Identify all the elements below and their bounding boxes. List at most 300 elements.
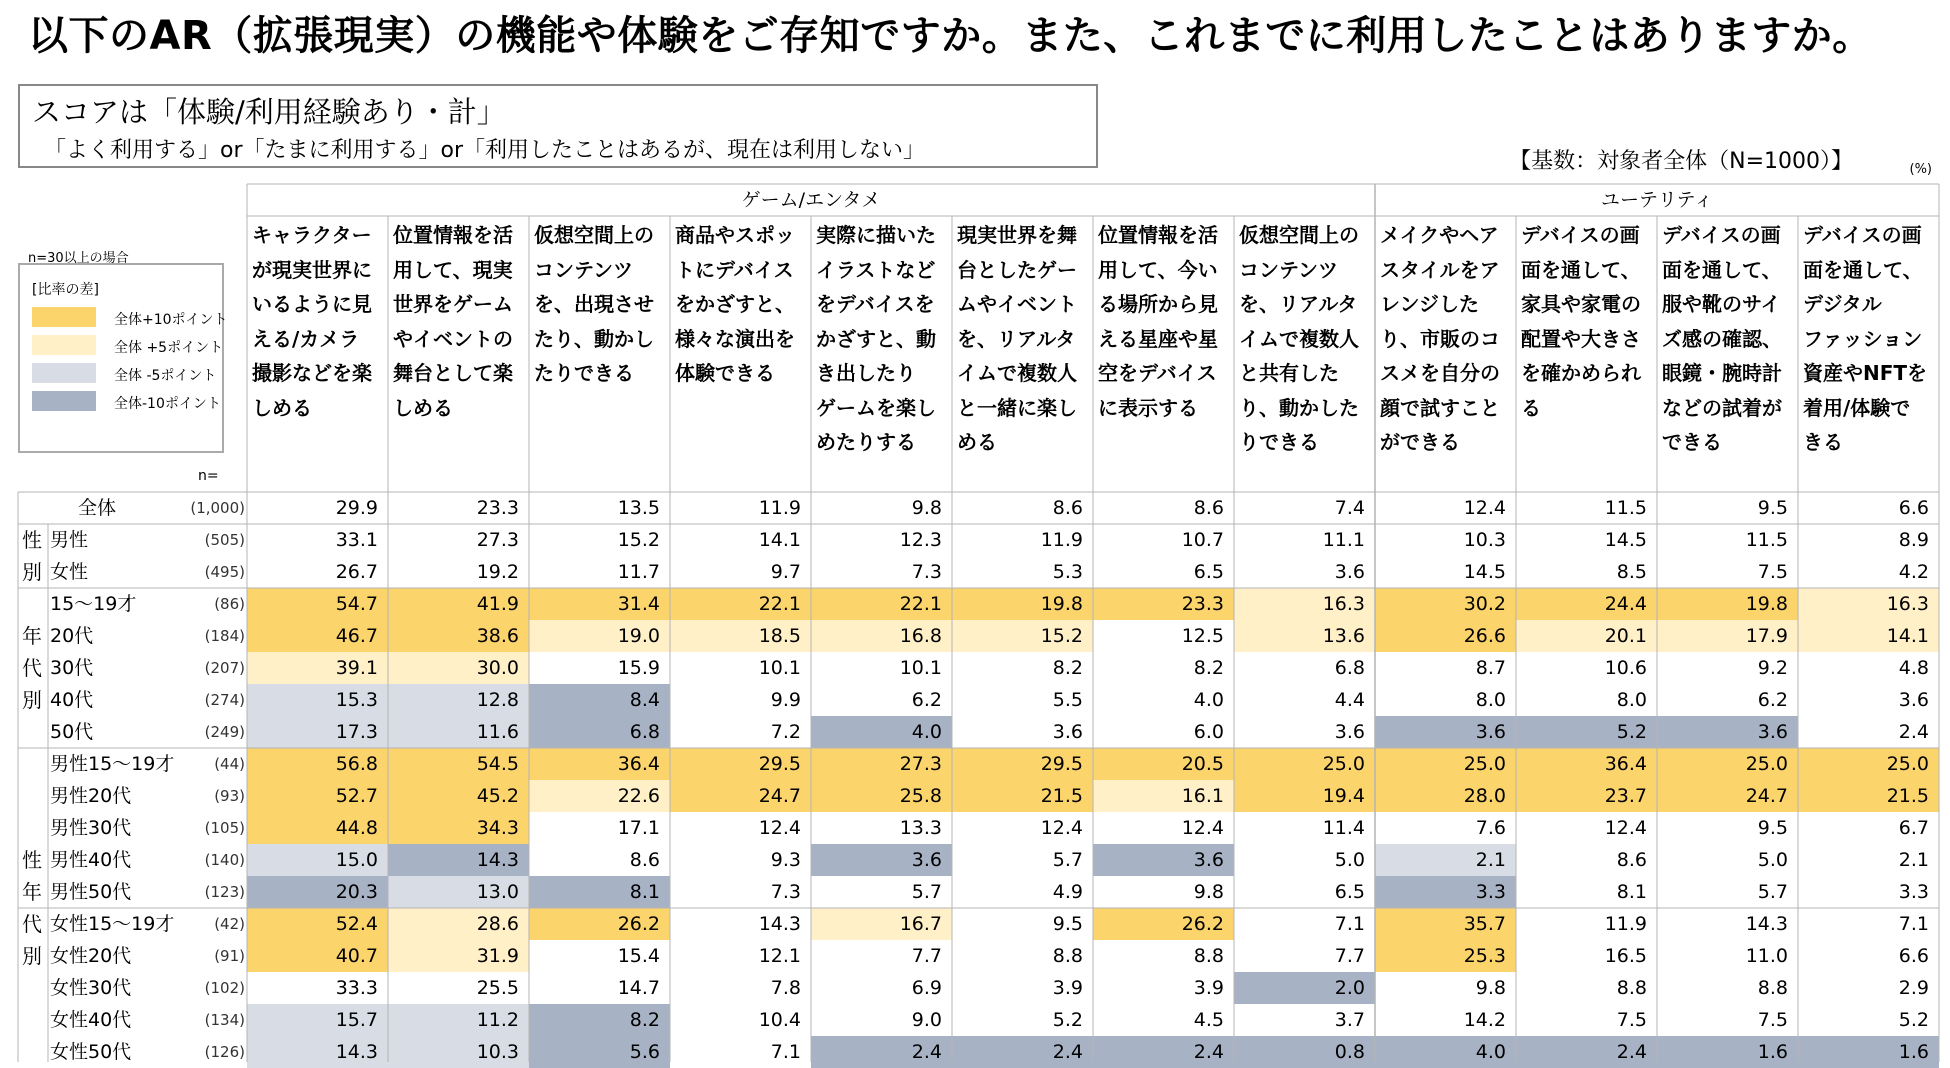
column-header-line: 面を通して、 [1662,257,1782,282]
table-cell: 3.6 [1375,716,1516,748]
table-cell: 8.2 [529,1004,670,1036]
column-header-line: り、市販のコ [1380,326,1500,351]
table-cell: 15.7 [247,1004,388,1036]
column-header-line: たり、動かし [534,326,654,351]
column-header-line: 舞台として楽 [393,361,513,385]
table-cell: 13.3 [899,817,942,839]
table-cell: 19.8 [1657,588,1798,620]
table-cell: 6.6 [1898,497,1929,519]
table-cell: 5.0 [1334,849,1365,871]
table-cell: 13.5 [617,497,660,519]
table-cell: 9.8 [911,497,942,519]
row-label: 全体 [78,497,117,519]
table-cell: 5.3 [1052,561,1083,583]
table-cell: 2.4 [1516,1036,1657,1068]
table-cell: 8.6 [1193,497,1224,519]
column-group-header: ユーテリティ [1600,189,1714,211]
table-cell: 11.9 [758,497,801,519]
table-cell: 41.9 [388,588,529,620]
row-n: (134) [204,1011,245,1029]
column-header-line: しめる [252,395,312,420]
table-cell: 3.9 [1052,977,1083,999]
column-header-line: スメを自分の [1380,361,1500,385]
table-cell: 4.5 [1193,1009,1224,1031]
column-header [811,218,952,460]
row-label: 40代 [50,689,94,711]
table-cell: 24.7 [1657,780,1798,812]
table-cell: 3.6 [1898,689,1929,711]
table-cell: 2.4 [1093,1036,1234,1068]
table-cell: 31.4 [529,588,670,620]
column-header-line: 体験できる [675,361,775,385]
column-header-line: をデバイスを [816,292,935,316]
table-cell: 3.6 [811,844,952,876]
table-cell: 26.2 [529,908,670,940]
table-cell: 7.7 [911,945,942,967]
row-label: 女性50代 [50,1041,132,1063]
row-n: (126) [204,1043,245,1061]
table-cell: 3.7 [1334,1009,1365,1031]
column-header-line: 服や靴のサイ [1662,292,1781,316]
table-cell: 36.4 [1516,748,1657,780]
column-header-line: える/カメラ [252,326,360,351]
table-cell: 14.5 [1463,561,1506,583]
table-cell: 19.8 [952,588,1093,620]
row-n: (249) [204,723,245,741]
column-header-line: 仮想空間上の [1239,223,1359,247]
table-cell: 8.4 [529,684,670,716]
table-cell: 8.2 [1193,657,1224,679]
column-header-line: きる [1803,430,1843,454]
column-header-line: り、動かした [1239,395,1359,420]
table-cell: 35.7 [1375,908,1516,940]
table-cell: 8.6 [1052,497,1083,519]
table-cell: 3.3 [1898,881,1929,903]
column-header-line: と一緒に楽し [957,395,1077,420]
row-label: 女性 [50,561,89,583]
table-cell: 9.7 [770,561,801,583]
legend-label: 全体 +5ポイント [114,340,224,356]
table-cell: 9.8 [1475,977,1506,999]
table-cell: 4.2 [1898,561,1929,583]
table-cell: 7.5 [1616,1009,1647,1031]
table-cell: 12.5 [1181,625,1224,647]
table-cell: 16.5 [1604,945,1647,967]
column-header-line: ゲームを楽し [816,395,936,420]
table-cell: 17.9 [1657,620,1798,652]
table-cell: 7.5 [1757,561,1788,583]
table-cell: 29.9 [335,497,378,519]
table-cell: 8.8 [1052,945,1083,967]
table-cell: 15.2 [617,529,660,551]
row-label: 男性50代 [50,881,132,903]
column-header-line: 様々な演出を [675,326,795,351]
column-header [529,218,670,391]
column-header-line: 用して、今い [1098,257,1218,282]
column-header-line: コンテンツ [1239,257,1338,282]
column-header-line: できる [1662,430,1722,454]
table-cell: 20.5 [1093,748,1234,780]
table-cell: 9.3 [770,849,801,871]
table-cell: 13.0 [388,876,529,908]
table-cell: 12.1 [758,945,801,967]
n-header: n= [198,468,219,484]
column-header-line: 空をデバイス [1098,361,1217,385]
table-cell: 10.1 [899,657,942,679]
table-cell: 6.2 [911,689,942,711]
column-header [670,218,811,391]
table-cell: 29.5 [952,748,1093,780]
table-cell: 15.2 [952,620,1093,652]
column-header-line: 仮想空間上の [534,223,654,247]
table-cell: 39.1 [247,652,388,684]
table-cell: 44.8 [247,812,388,844]
table-cell: 9.9 [770,689,801,711]
row-n: (42) [214,915,245,933]
table-cell: 14.3 [1745,913,1788,935]
column-header [1375,218,1516,460]
row-label: 15～19才 [50,593,137,615]
table-cell: 8.1 [1616,881,1647,903]
row-n: (207) [204,659,245,677]
column-header [952,218,1093,460]
table-cell: 3.3 [1375,876,1516,908]
table-cell: 11.6 [388,716,529,748]
table-cell: 7.4 [1334,497,1365,519]
table-cell: 15.3 [247,684,388,716]
table-cell: 21.5 [952,780,1093,812]
table-cell: 29.5 [670,748,811,780]
column-header-line: る [1521,395,1541,420]
column-header-line: イムで複数人 [1239,326,1359,351]
table-cell: 25.0 [1375,748,1516,780]
column-header-line: める [957,430,997,454]
table-cell: 10.6 [1604,657,1647,679]
score-definition-main: スコアは「体験/利用経験あり・計」 [32,95,506,129]
table-cell: 5.2 [1898,1009,1929,1031]
table-cell: 8.2 [1052,657,1083,679]
table-cell: 52.4 [247,908,388,940]
table-cell: 6.2 [1757,689,1788,711]
n30-note: n=30以上の場合 [28,251,129,266]
row-n: (102) [204,979,245,997]
table-cell: 11.2 [388,1004,529,1036]
column-header-line: 面を通して、 [1803,257,1923,282]
column-header-line: レンジした [1380,292,1479,316]
table-cell: 22.1 [811,588,952,620]
row-label: 男性15～19才 [50,753,175,775]
table-cell: 10.4 [758,1009,801,1031]
table-cell: 7.3 [911,561,942,583]
row-label: 男性40代 [50,849,132,871]
table-cell: 25.8 [811,780,952,812]
table-cell: 4.8 [1898,657,1929,679]
table-cell: 19.4 [1234,780,1375,812]
table-cell: 25.0 [1657,748,1798,780]
table-cell: 3.6 [1657,716,1798,748]
column-header-line: き出したり [816,361,916,385]
table-cell: 22.6 [529,780,670,812]
row-group-label: 年代別 [22,624,42,712]
column-header [1798,218,1939,460]
table-cell: 14.5 [1604,529,1647,551]
table-cell: 10.3 [1463,529,1506,551]
table-cell: 12.4 [758,817,801,839]
table-cell: 7.1 [770,1041,801,1063]
table-cell: 56.8 [247,748,388,780]
column-header [388,218,529,425]
table-cell: 26.6 [1375,620,1516,652]
table-cell: 2.1 [1375,844,1516,876]
table-cell: 25.3 [1375,940,1516,972]
table-cell: 9.0 [911,1009,942,1031]
table-cell: 7.1 [1898,913,1929,935]
table-cell: 28.0 [1375,780,1516,812]
table-cell: 9.2 [1757,657,1788,679]
table-cell: 20.3 [247,876,388,908]
row-label: 男性 [50,529,89,551]
column-header-line: える星座や星 [1098,326,1218,351]
table-cell: 17.3 [247,716,388,748]
row-n: (274) [204,691,245,709]
column-header-line: を、出現させ [534,292,654,316]
table-cell: 11.0 [1745,945,1788,967]
column-header-line: 用して、現実 [393,257,513,282]
row-label: 女性30代 [50,977,132,999]
table-cell: 2.0 [1234,972,1375,1004]
table-cell: 4.0 [1375,1036,1516,1068]
table-cell: 7.3 [770,881,801,903]
table-cell: 16.7 [811,908,952,940]
table-cell: 24.4 [1516,588,1657,620]
table-cell: 4.9 [1052,881,1083,903]
table-cell: 16.3 [1234,588,1375,620]
row-label: 男性20代 [50,785,132,807]
legend-swatch [32,363,96,383]
column-header-line: を、リアルタ [957,326,1076,351]
row-n: (495) [204,563,245,581]
column-header-line: と共有した [1239,361,1339,385]
table-cell: 7.1 [1334,913,1365,935]
column-header [1657,218,1798,460]
column-header-line: りできる [1239,430,1319,454]
table-cell: 14.3 [758,913,801,935]
table-cell: 14.1 [1798,620,1939,652]
table-cell: 12.4 [1463,497,1506,519]
column-header-line: 配置や大きさ [1521,326,1641,351]
column-header-line: 商品やスポッ [675,223,795,247]
table-cell: 12.3 [899,529,942,551]
column-header-line: コンテンツ [534,257,633,282]
table-cell: 18.5 [670,620,811,652]
row-n: (86) [214,595,245,613]
column-header-line: 眼鏡・腕時計 [1662,361,1782,385]
column-header-line: デバイスの画 [1662,223,1781,247]
table-cell: 52.7 [247,780,388,812]
legend-swatch [32,335,96,355]
row-group-label: 性年代別 [22,848,42,968]
table-cell: 23.7 [1516,780,1657,812]
table-cell: 34.3 [388,812,529,844]
table-cell: 7.7 [1334,945,1365,967]
table-cell: 3.6 [1052,721,1083,743]
table-cell: 38.6 [388,620,529,652]
legend-label: 全体+10ポイント [114,312,228,328]
table-cell: 15.4 [617,945,660,967]
table-cell: 2.4 [811,1036,952,1068]
row-n: (123) [204,883,245,901]
table-cell: 11.9 [1604,913,1647,935]
table-cell: 31.9 [388,940,529,972]
table-cell: 8.6 [1616,849,1647,871]
table-cell: 26.2 [1093,908,1234,940]
unit-label: (%) [1909,162,1932,177]
column-header-line: ムやイベント [957,292,1077,316]
column-header-line: る場所から見 [1098,292,1218,316]
table-cell: 3.6 [1334,721,1365,743]
table-cell: 2.4 [952,1036,1093,1068]
table-cell: 7.5 [1757,1009,1788,1031]
table-cell: 4.4 [1334,689,1365,711]
column-header-line: 顔で試すこと [1380,395,1500,420]
table-cell: 12.8 [388,684,529,716]
table-cell: 8.9 [1898,529,1929,551]
row-n: (184) [204,627,245,645]
row-n: (44) [214,755,245,773]
table-cell: 14.7 [617,977,660,999]
table-cell: 46.7 [247,620,388,652]
column-header-line: たりできる [534,361,634,385]
table-cell: 4.0 [811,716,952,748]
row-n: (105) [204,819,245,837]
table-cell: 12.4 [1040,817,1083,839]
table-cell: 21.5 [1798,780,1939,812]
table-cell: 16.1 [1093,780,1234,812]
column-header-line: しめる [393,395,453,420]
table-cell: 15.0 [247,844,388,876]
column-header-line: 位置情報を活 [1098,223,1218,247]
table-cell: 11.5 [1604,497,1647,519]
table-cell: 27.3 [811,748,952,780]
score-definition-sub: 「よく利用する」or「たまに利用する」or「利用したことはあるが、現在は利用しない」 [44,138,926,163]
table-cell: 33.3 [335,977,378,999]
table-cell: 6.5 [1334,881,1365,903]
table-cell: 30.0 [388,652,529,684]
column-header [1516,218,1657,425]
column-header-line: やイベントの [393,326,513,351]
table-cell: 9.5 [1052,913,1083,935]
table-cell: 14.2 [1463,1009,1506,1031]
table-cell: 3.6 [1334,561,1365,583]
table-cell: 7.8 [770,977,801,999]
table-cell: 8.8 [1193,945,1224,967]
row-label: 男性30代 [50,817,132,839]
row-n: (505) [204,531,245,549]
column-header-line: かざすと、動 [816,326,936,351]
table-cell: 1.6 [1798,1036,1939,1068]
column-header-line: 撮影などを楽 [252,361,372,385]
column-group-header: ゲーム/エンタメ [741,189,881,211]
column-header-line: 台としたゲー [957,257,1077,282]
column-header-line: 面を通して、 [1521,257,1641,282]
row-label: 女性15～19才 [50,913,175,935]
table-cell: 3.9 [1193,977,1224,999]
table-cell: 8.0 [1475,689,1506,711]
column-header [1093,218,1234,425]
table-cell: 11.1 [1322,529,1365,551]
table-cell: 15.9 [617,657,660,679]
row-group-label: 性別 [22,528,42,584]
table-cell: 8.5 [1616,561,1647,583]
table-cell: 6.6 [1898,945,1929,967]
table-cell: 19.2 [476,561,519,583]
table-cell: 4.0 [1193,689,1224,711]
table-cell: 2.4 [1898,721,1929,743]
row-n: (1,000) [190,499,245,517]
column-header-line: を確かめられ [1521,361,1641,385]
table-cell: 24.7 [670,780,811,812]
table-cell: 23.3 [1093,588,1234,620]
table-cell: 5.2 [1052,1009,1083,1031]
table-cell: 22.1 [670,588,811,620]
column-header-line: デバイスの画 [1521,223,1640,247]
table-cell: 6.9 [911,977,942,999]
table-cell: 8.0 [1616,689,1647,711]
row-n: (93) [214,787,245,805]
table-cell: 5.6 [529,1036,670,1068]
row-n: (91) [214,947,245,965]
table-cell: 8.7 [1475,657,1506,679]
column-header-line: に表示する [1098,395,1198,420]
table-cell: 11.4 [1322,817,1365,839]
table-cell: 25.0 [1234,748,1375,780]
table-cell: 11.9 [1040,529,1083,551]
table-cell: 2.1 [1898,849,1929,871]
legend-swatch [32,307,96,327]
table-cell: 33.1 [335,529,378,551]
table-cell: 8.8 [1616,977,1647,999]
table-cell: 5.2 [1516,716,1657,748]
page-title: 以下のAR（拡張現実）の機能や体験をご存知ですか。また、これまでに利用したことはありますか。 [28,13,1873,59]
table-cell: 12.4 [1604,817,1647,839]
column-header-line: メイクやヘア [1380,223,1499,247]
column-header-line: 着用/体験で [1803,395,1911,420]
legend-label: 全体-10ポイント [114,396,221,412]
table-cell: 10.3 [388,1036,529,1068]
column-header-line: キャラクター [252,223,372,247]
table-cell: 25.5 [476,977,519,999]
column-header-line: スタイルをア [1380,257,1500,282]
table-cell: 7.2 [770,721,801,743]
table-cell: 7.6 [1475,817,1506,839]
table-cell: 11.7 [617,561,660,583]
table-cell: 36.4 [529,748,670,780]
table-cell: 5.0 [1757,849,1788,871]
column-header-line: 資産やNFTを [1803,361,1928,385]
table-cell: 8.6 [629,849,660,871]
column-header [247,218,388,425]
legend [18,263,228,453]
column-header-line: 現実世界を舞 [957,223,1077,247]
legend-title: [比率の差] [32,282,99,298]
table-cell: 10.1 [758,657,801,679]
row-n: (140) [204,851,245,869]
table-cell: 5.7 [911,881,942,903]
column-header-line: 実際に描いた [816,223,936,247]
table-cell: 16.8 [811,620,952,652]
table-cell: 11.5 [1745,529,1788,551]
column-header [1234,218,1375,460]
